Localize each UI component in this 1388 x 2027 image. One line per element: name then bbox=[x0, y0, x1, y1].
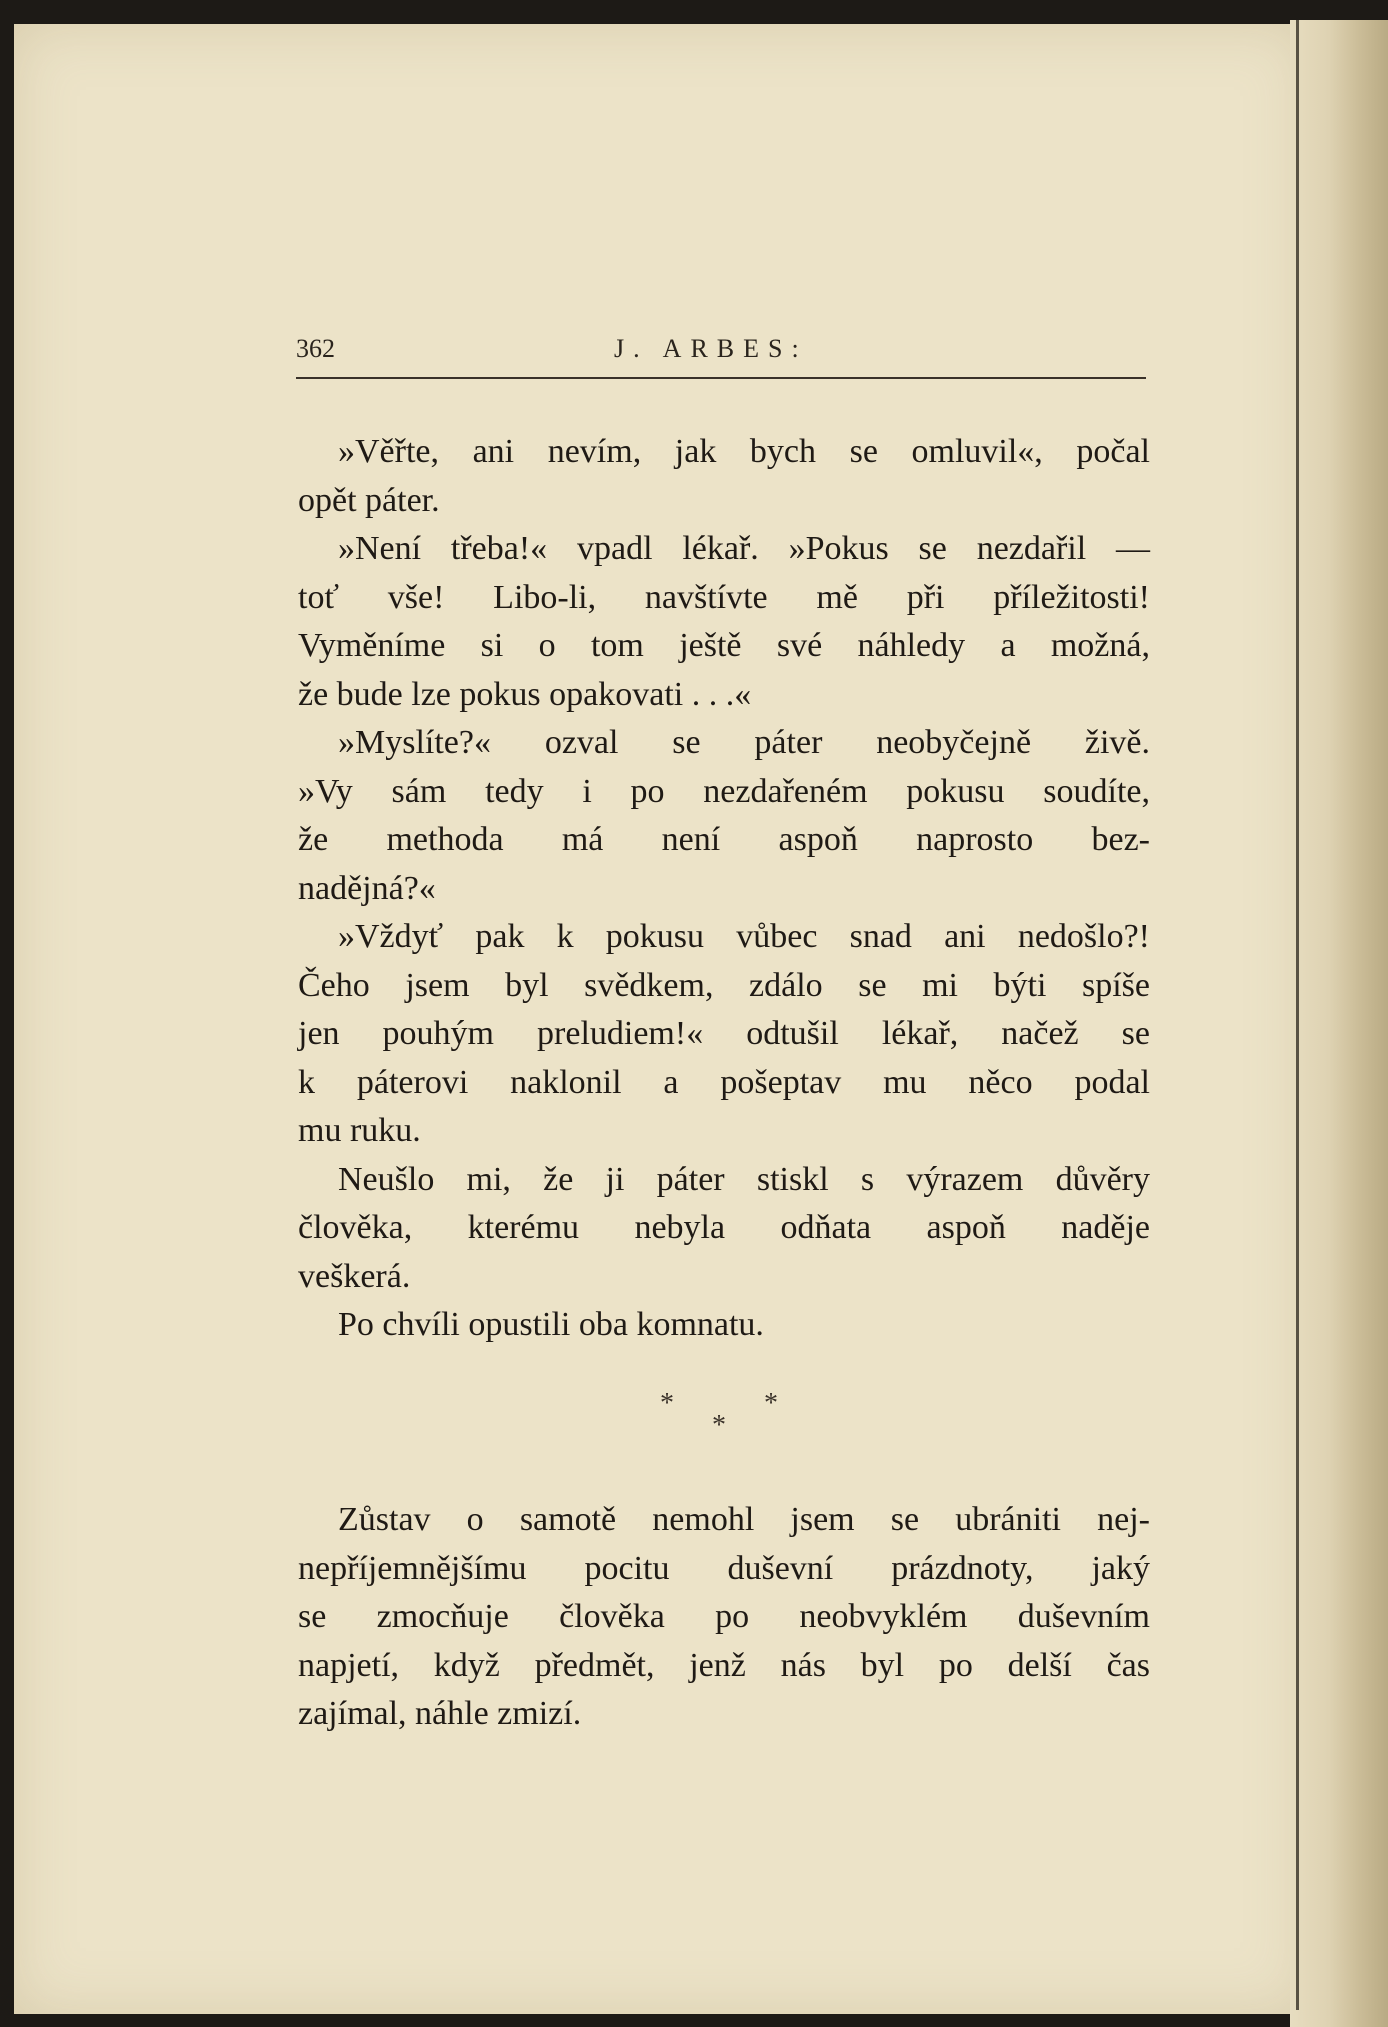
separator-star: * bbox=[660, 1388, 674, 1419]
header-rule bbox=[296, 377, 1146, 379]
text-line: že bude lze pokus opakovati . . .« bbox=[298, 675, 752, 713]
page-header bbox=[296, 334, 1146, 374]
text-line: Neušlo mi, že ji páter stiskl s výrazem důvěry bbox=[338, 1160, 1150, 1198]
text-line: »Myslíte?« ozval se páter neobyčejně živě. bbox=[338, 724, 1150, 761]
text-line: Zůstav o samotě nemohl jsem se ubrániti nej- bbox=[338, 1501, 1150, 1538]
main-text-continued bbox=[298, 1496, 1150, 1739]
text-line: mu ruku. bbox=[298, 1112, 421, 1149]
text-line: napjetí, když předmět, jenž nás byl po delší čas bbox=[298, 1646, 1150, 1684]
text-line: k páterovi naklonil a pošeptav mu něco podal bbox=[298, 1063, 1150, 1101]
text-line: jen pouhým preludiem!« odtušil lékař, načež se bbox=[298, 1015, 1150, 1052]
text-line: Čeho jsem byl svědkem, zdálo se mi býti spíše bbox=[298, 966, 1150, 1004]
page-number: 362 bbox=[296, 334, 335, 363]
text-line: veškerá. bbox=[298, 1257, 411, 1295]
text-line: »Vy sám tedy i po nezdařeném pokusu soudíte, bbox=[298, 772, 1150, 810]
text-line: toť vše! Libo-li, navštívte mě při příležitosti! bbox=[298, 578, 1150, 616]
text-line: »Vždyť pak k pokusu vůbec snad ani nedošlo?! bbox=[338, 918, 1150, 955]
main-text bbox=[298, 428, 1150, 1350]
text-line: nepříjemnějšímu pocitu duševní prázdnoty, jaký bbox=[298, 1549, 1150, 1587]
text-line: Vyměníme si o tom ještě své náhledy a možná, bbox=[298, 627, 1150, 664]
text-line: že methoda má není aspoň naprosto bez- bbox=[298, 821, 1150, 858]
text-line: »Věřte, ani nevím, jak bych se omluvil«, počal bbox=[338, 433, 1150, 470]
text-line: Po chvíli opustili oba komnatu. bbox=[338, 1306, 764, 1343]
gutter-edge bbox=[1296, 20, 1299, 2010]
text-line: nadějná?« bbox=[298, 869, 436, 907]
section-separator bbox=[640, 1388, 840, 1448]
text-line: zajímal, náhle zmizí. bbox=[298, 1695, 582, 1732]
text-line: »Není třeba!« vpadl lékař. »Pokus se nezdařil — bbox=[338, 530, 1150, 567]
text-line: se zmocňuje člověka po neobvyklém duševním bbox=[298, 1598, 1150, 1635]
text-line: člověka, kterému nebyla odňata aspoň naděje bbox=[298, 1209, 1150, 1246]
separator-star: * bbox=[712, 1410, 726, 1441]
text-line: opět páter. bbox=[298, 481, 440, 519]
separator-star: * bbox=[764, 1388, 778, 1419]
running-head: J. ARBES: bbox=[614, 334, 808, 363]
book-gutter bbox=[1290, 20, 1388, 2027]
